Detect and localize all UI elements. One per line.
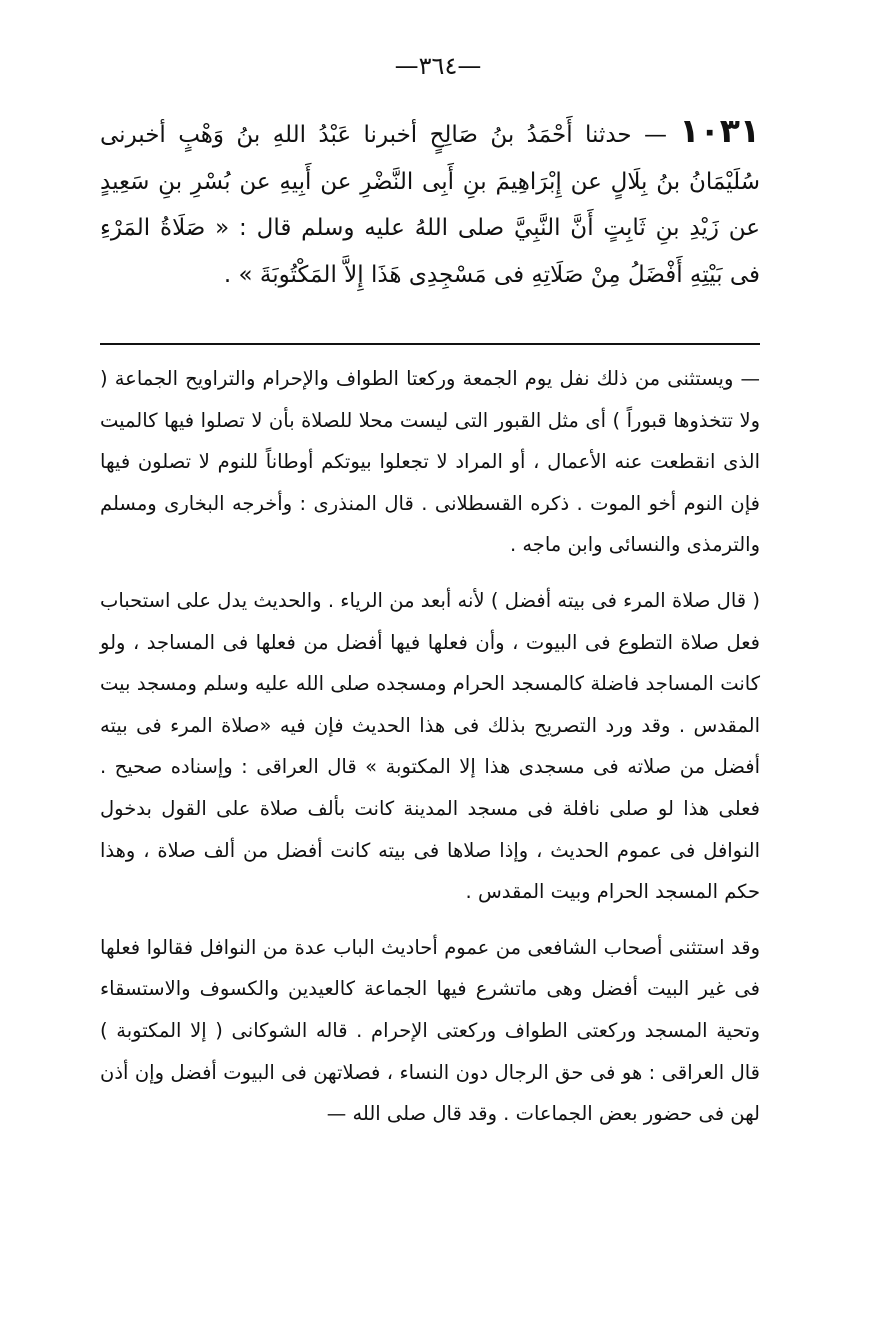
footnote-divider [100, 343, 760, 345]
commentary-paragraph: ( قال صلاة المرء فى بيته أفضل ) لأنه أبعد من الرياء . والحديث يدل على استحباب فعل صلاة التطوع فى البيوت ، وأن فعلها فيها أفضل من فعلها فى المساجد ، ولو كانت المساجد فاضلة كالمسجد الحرام ومسجده صلى الله عليه وسلم ومسجد بيت المقدس . وقد ورد التصريح بذلك فى هذا الحديث فإن فيه «صلاة المرء فى بيته أفضل من صلاته فى مسجدى هذا إلا المكتوبة » قال العراقى : وإسناده صحيح . فعلى هذا لو صلى نافلة فى مسجد المدينة كانت بألف صلاة على القول بدخول النوافل فى عموم الحديث ، وإذا صلاها فى بيته كانت أفضل من ألف صلاة ، وهذا حكم المسجد الحرام وبيت المقدس . [100, 588, 760, 904]
hadith-block [100, 108, 760, 298]
commentary-paragraph: — ويستثنى من ذلك نفل يوم الجمعة وركعتا الطواف والإحرام والتراويح الجماعة ( ولا تتخذوها قبوراً ) أى مثل القبور التى ليست محلا للصلاة بأن لا تصلوا فيها كالميت الذى انقطعت عنه الأعمال ، أو المراد لا تجعلوا بيوتكم أوطاناً للنوم لا تصلون فيها فإن النوم أخو الموت . ذكره القسطلانى . قال المنذرى : وأخرجه البخارى ومسلم والترمذى والنسائى وابن ماجه . [100, 367, 760, 557]
page-number: —٣٦٤— [394, 52, 482, 80]
commentary-paragraph: وقد استثنى أصحاب الشافعى من عموم أحاديث الباب عدة من النوافل فقالوا فعلها فى غير البيت أفضل وهى ماتشرع فيها الجماعة كالعيدين والكسوف والاستسقاء وتحية المسجد وركعتى الطواف وركعتى الإحرام . قاله الشوكانى ( إلا المكتوبة ) قال العراقى : هو فى حق الرجال دون النساء ، فصلاتهن فى البيوت أفضل وإن أذن لهن فى حضور بعض الجماعات . وقد قال صلى الله — [100, 935, 760, 1126]
hadith-number: ١٠٣١ [679, 111, 760, 150]
commentary-block [100, 358, 760, 1135]
hadith-text: — حدثنا أَحْمَدُ بنُ صَالِحٍ أخبرنا عَبْدُ اللهِ بنُ وَهْبٍ أخبرنى سُلَيْمَانُ بنُ بِلَالٍ عن إِبْرَاهِيمَ بنِ أَبِى النَّضْرِ عن أَبِيهِ عن بُسْرِ بنِ سَعِيدٍ عن زَيْدِ بنِ ثَابِتٍ أَنَّ النَّبِيَّ صلى اللهُ عليه وسلم قال : « صَلَاةُ المَرْءِ فى بَيْتِهِ أَفْضَلُ مِنْ صَلَاتِهِ فى مَسْجِدِى هَذَا إِلاَّ المَكْتُوبَةَ » . [100, 122, 760, 288]
